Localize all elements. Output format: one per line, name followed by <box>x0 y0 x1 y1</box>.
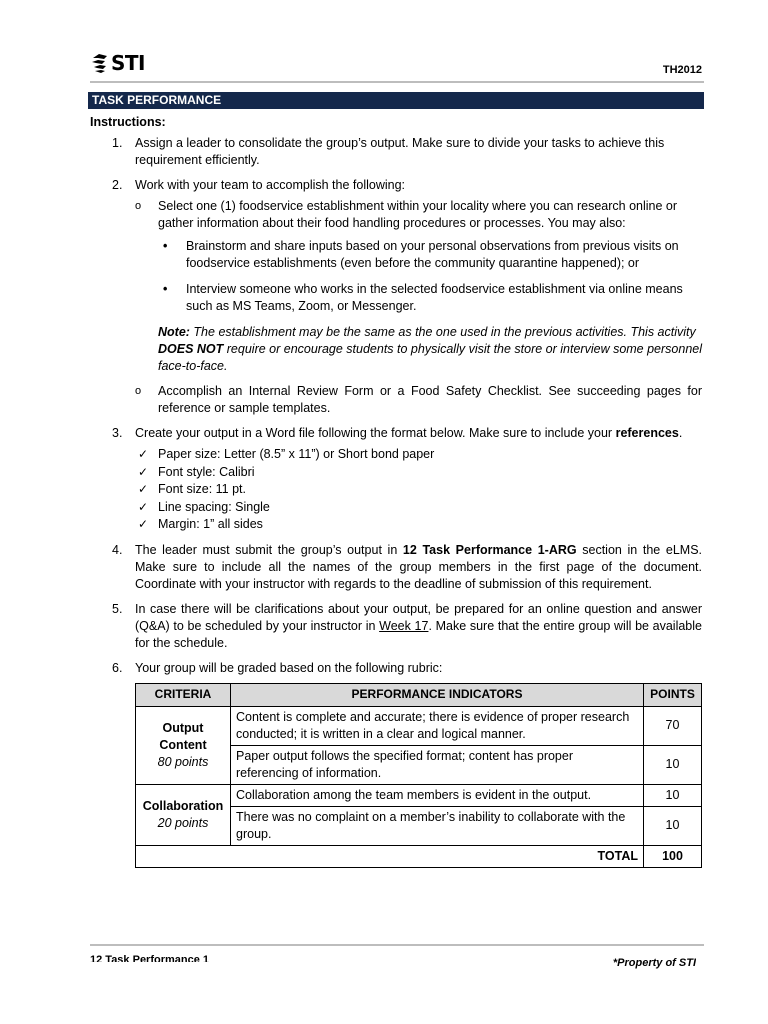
bullet-item <box>158 238 702 272</box>
instructions-heading: Instructions: <box>90 115 166 129</box>
check-item <box>135 516 702 534</box>
check-item <box>135 464 702 482</box>
sub-item-text: Select one (1) foodservice establishment within your locality where you can research online or gather information about their food handling procedures or processes. You may also: <box>158 199 678 230</box>
points-cell: 10 <box>644 784 702 806</box>
item-text: . Make sure that the entire group will be available for the schedule. <box>135 618 702 650</box>
indicator-cell: There was no complaint on a member’s inability to collaborate with the group. <box>231 806 644 845</box>
footer-left-text: 12 Task Performance 1 <box>90 954 210 962</box>
page-header <box>90 50 704 80</box>
bullet-text: Interview someone who works in the selected foodservice establishment via online means such as MS Teams, Zoom, or Messenger. <box>186 282 683 313</box>
item-text: Assign a leader to consolidate the group’s output. Make sure to divide your tasks to achieve this requirement efficiently. <box>135 136 665 167</box>
item-text: Your group will be graded based on the following rubric: <box>135 660 443 675</box>
item-text: Create your output in a Word file following the format below. Make sure to include your <box>135 426 616 440</box>
bullet-text: Brainstorm and share inputs based on your personal observations from previous visits on foodservice establishments (even before the community quarantine happened); or <box>186 239 679 270</box>
section-title-bar <box>88 92 704 109</box>
criteria-name: Collaboration <box>142 798 224 813</box>
check-text: Paper size: Letter (8.5” x 11”) or Short bond paper <box>158 447 435 461</box>
check-item <box>135 481 702 499</box>
sub-item-text: Accomplish an Internal Review Form or a Food Safety Checklist. See succeeding pages for reference or sample templates. <box>158 384 702 415</box>
item-number: 1. <box>112 136 123 150</box>
item-text: The leader must submit the group’s output in <box>135 542 403 557</box>
bullet-icon: • <box>163 239 168 253</box>
sti-logo <box>90 52 145 74</box>
check-item <box>135 446 702 464</box>
points-cell: 70 <box>644 706 702 745</box>
points-cell: 10 <box>644 806 702 845</box>
check-text: Font style: Calibri <box>158 464 255 479</box>
bullet-icon: • <box>163 282 168 296</box>
rubric-table <box>135 683 702 868</box>
item-text: Work with your team to accomplish the following: <box>135 178 406 192</box>
instruction-item <box>90 601 702 652</box>
check-text: Margin: 1” all sides <box>158 517 263 531</box>
instruction-item <box>90 425 702 534</box>
checkmark-icon: ✓ <box>138 464 149 479</box>
section-title: TASK PERFORMANCE <box>92 93 222 107</box>
total-label: TOTAL <box>136 845 644 867</box>
note-paragraph <box>158 324 702 375</box>
note-emphasis: DOES NOT <box>158 342 224 356</box>
bullet-item <box>158 281 702 315</box>
points-cell: 10 <box>644 745 702 784</box>
circle-bullet-icon: o <box>135 385 142 397</box>
item-number: 6. <box>112 660 123 675</box>
item-text: In case there will be clarifications about your output, be prepared for an online question and answer (Q&A) to be scheduled by your instructor in <box>135 601 702 633</box>
criteria-name: Output Content <box>159 720 207 752</box>
note-text: The establishment may be the same as the one used in the previous activities. This activity <box>189 325 696 339</box>
indicator-cell: Paper output follows the specified format; content has proper referencing of information. <box>231 745 644 784</box>
item-text: section in the eLMS. Make sure to include all the names of the group members in the first page of the document. Coordinate with your instructor with regards to the deadline of submission of this requirement. <box>135 542 703 591</box>
note-label: Note: <box>158 325 190 339</box>
note-text: require or encourage students to physically visit the store or interview some personnel face-to-face. <box>158 342 703 373</box>
item-text-underlined: Week 17 <box>379 618 429 633</box>
criteria-points: 20 points <box>157 815 209 830</box>
column-header: POINTS <box>644 683 702 706</box>
document-body <box>90 114 702 876</box>
instruction-item <box>90 177 702 417</box>
instruction-item <box>90 660 702 868</box>
document-code: TH2012 <box>662 64 702 76</box>
item-text: . <box>678 426 683 440</box>
instructions-list <box>90 135 702 868</box>
check-item <box>135 499 702 517</box>
indicator-cell: Collaboration among the team members is evident in the output. <box>231 784 644 806</box>
total-value: 100 <box>644 845 702 867</box>
item-number: 2. <box>112 178 123 192</box>
table-row <box>136 784 702 806</box>
table-row <box>136 706 702 745</box>
checkmark-icon: ✓ <box>138 517 149 531</box>
total-row <box>136 845 702 867</box>
circle-bullet-icon: o <box>135 200 142 212</box>
format-checklist <box>135 446 702 534</box>
sub-item <box>135 383 702 417</box>
checkmark-icon: ✓ <box>138 499 149 514</box>
instruction-item <box>90 135 702 169</box>
item-number: 3. <box>112 426 123 440</box>
column-header: CRITERIA <box>136 683 231 706</box>
sub-list <box>135 198 702 417</box>
check-text: Line spacing: Single <box>158 499 270 514</box>
item-text-bold: 12 Task Performance 1-ARG <box>402 542 577 557</box>
logo-text: STI <box>111 50 145 75</box>
footer-divider <box>90 944 704 946</box>
instruction-item <box>90 542 702 593</box>
criteria-points: 80 points <box>157 754 209 769</box>
column-header: PERFORMANCE INDICATORS <box>231 683 644 706</box>
sti-logo-icon <box>90 52 110 74</box>
header-divider <box>90 81 704 83</box>
item-number: 4. <box>112 542 123 557</box>
item-text-bold: references <box>615 426 679 440</box>
rubric-header-row <box>136 683 702 706</box>
indicator-cell: Content is complete and accurate; there is evidence of proper research conducted; it is written in a clear and logical manner. <box>231 706 644 745</box>
checkmark-icon: ✓ <box>138 482 149 496</box>
criteria-cell <box>136 784 231 845</box>
criteria-cell <box>136 706 231 784</box>
item-number: 5. <box>112 601 123 616</box>
checkmark-icon: ✓ <box>138 447 149 461</box>
check-text: Font size: 11 pt. <box>158 482 247 496</box>
bullet-list <box>158 238 702 315</box>
sub-item <box>135 198 702 375</box>
footer-right-text: *Property of STI <box>612 957 696 969</box>
